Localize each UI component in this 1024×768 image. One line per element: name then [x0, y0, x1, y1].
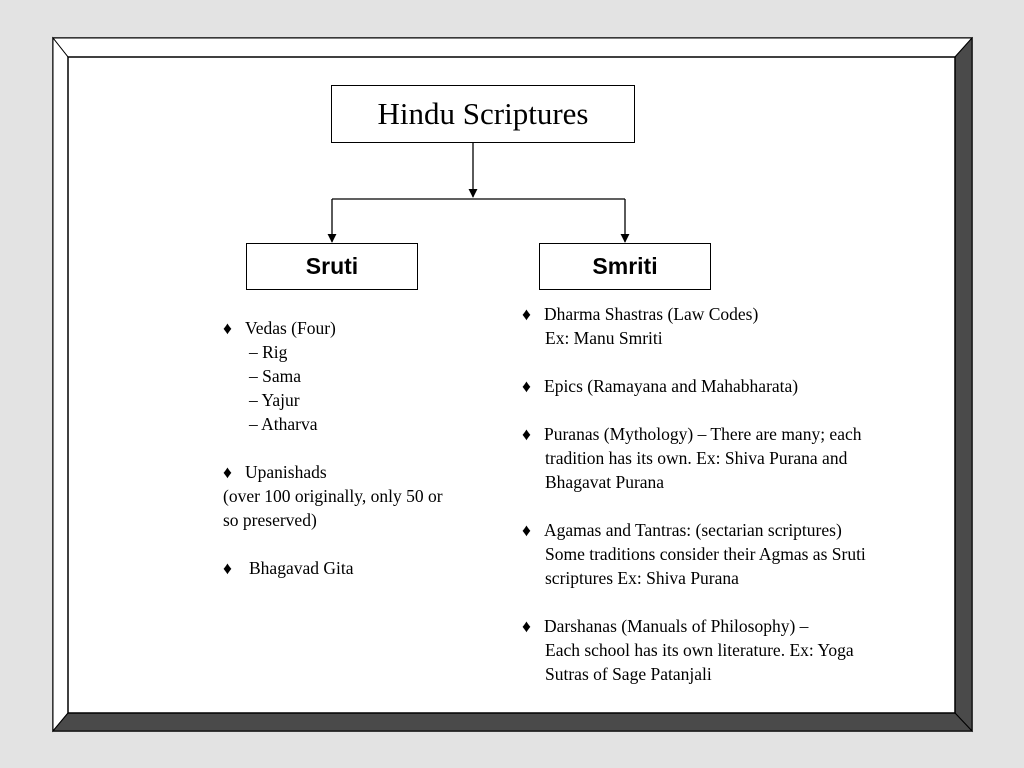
veda-item: – Yajur	[249, 390, 300, 410]
smriti-item-line: tradition has its own. Ex: Shiva Purana and	[545, 448, 848, 468]
veda-item: – Rig	[249, 342, 288, 362]
diamond-bullet-icon: ♦	[522, 520, 531, 540]
sruti-label: Sruti	[305, 253, 359, 279]
sruti-list	[223, 316, 443, 580]
bevel-top	[53, 38, 972, 57]
smriti-list	[522, 302, 866, 686]
diagram-title: Hindu Scriptures	[377, 96, 589, 131]
vedas-label: Vedas (Four)	[245, 318, 336, 338]
smriti-label: Smriti	[592, 253, 658, 279]
list-item	[522, 422, 866, 446]
list-item	[522, 614, 866, 638]
smriti-item-line: Some traditions consider their Agmas as Sruti	[545, 544, 866, 564]
smriti-item-line: scriptures Ex: Shiva Purana	[545, 568, 739, 588]
bevel-left	[53, 38, 68, 731]
diamond-bullet-icon: ♦	[522, 376, 531, 396]
smriti-item-line: Each school has its own literature. Ex: Yoga	[545, 640, 854, 660]
diamond-bullet-icon: ♦	[223, 318, 232, 338]
diamond-bullet-icon: ♦	[522, 424, 531, 444]
list-item	[223, 460, 443, 484]
upanishads-label: Upanishads	[245, 462, 327, 482]
veda-item: – Sama	[249, 366, 302, 386]
smriti-item-head: Darshanas (Manuals of Philosophy) –	[544, 616, 809, 636]
smriti-box	[539, 243, 711, 290]
smriti-item-head: Epics (Ramayana and Mahabharata)	[544, 376, 799, 396]
diamond-bullet-icon: ♦	[522, 616, 531, 636]
diamond-bullet-icon: ♦	[223, 558, 232, 578]
smriti-item-head: Dharma Shastras (Law Codes)	[544, 304, 759, 324]
bevel-right	[955, 38, 972, 731]
veda-item: – Atharva	[249, 414, 318, 434]
bevel-bottom	[53, 713, 972, 731]
list-item	[223, 556, 443, 580]
list-item	[522, 302, 866, 326]
list-item	[522, 518, 866, 542]
smriti-item-head: Puranas (Mythology) – There are many; each	[544, 424, 862, 444]
sruti-box	[246, 243, 418, 290]
hindu-scriptures-box	[331, 85, 635, 143]
upanishads-note: so preserved)	[223, 510, 317, 530]
diamond-bullet-icon: ♦	[522, 304, 531, 324]
smriti-item-head: Agamas and Tantras: (sectarian scriptures)	[544, 520, 842, 540]
smriti-item-line: Sutras of Sage Patanjali	[545, 664, 712, 684]
gita-label: Bhagavad Gita	[249, 558, 354, 578]
smriti-item-line: Bhagavat Purana	[545, 472, 665, 492]
upanishads-note: (over 100 originally, only 50 or	[223, 486, 443, 506]
list-item	[522, 374, 866, 398]
list-item	[223, 316, 443, 340]
smriti-item-line: Ex: Manu Smriti	[545, 328, 663, 348]
diamond-bullet-icon: ♦	[223, 462, 232, 482]
